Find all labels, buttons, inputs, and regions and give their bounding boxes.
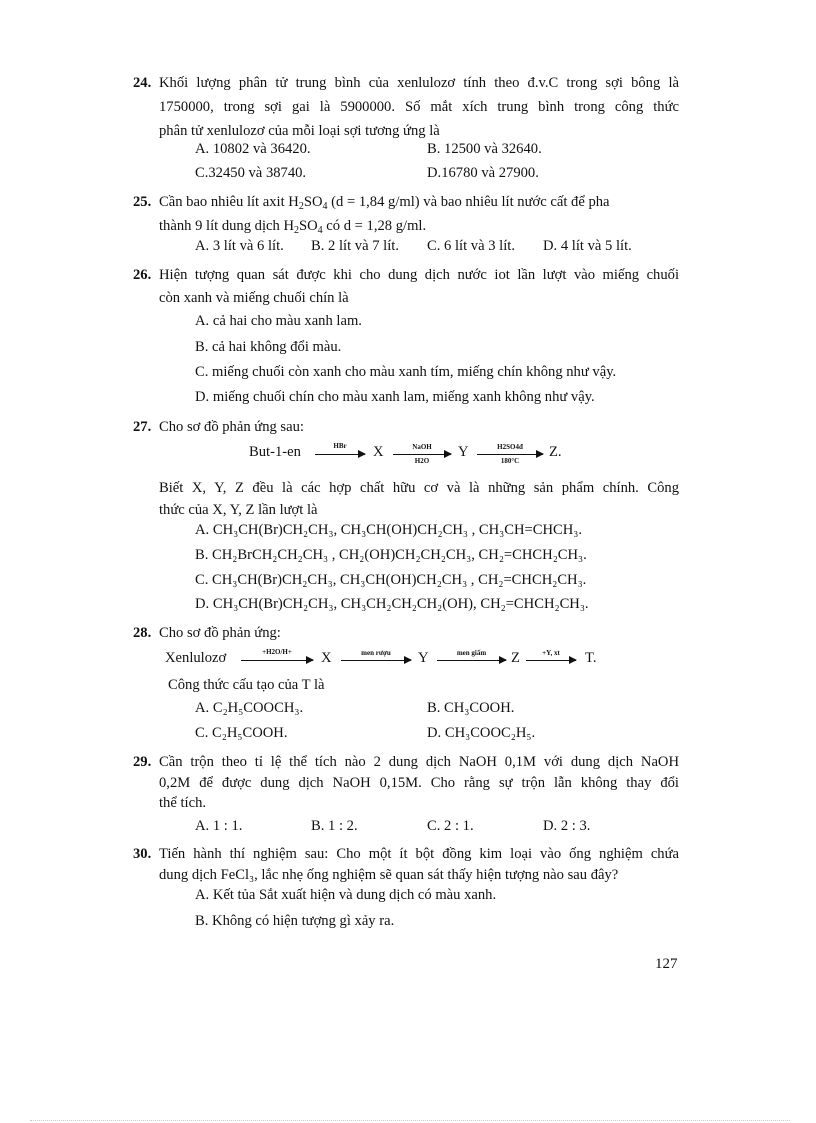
reaction-arrow [315,454,365,455]
product-y-label: Y [418,650,429,666]
option-c: C. miếng chuối còn xanh cho màu xanh tím, miếng chín không như vậy. [195,364,617,380]
option-d: D. CH₃CH(Br)CH₂CH₃, CH₃CH₂CH₂CH₂(OH), CH₂=CHCH₂CH₃. [195,596,589,612]
question-text-line: dung dịch FeCl₃, lắc nhẹ ống nghiệm sẽ quan sát thấy hiện tượng nào sau đây? [159,867,619,883]
reactant-label: Xenlulozơ [165,650,227,666]
question-text-line: thành 9 lít dung dịch $H_2SO_4$ có d = 1,28 g/ml. [159,218,427,236]
reaction-arrow [437,660,506,661]
condition-label: H2O [414,457,430,465]
reaction-arrow [393,454,451,455]
option-b: B. cả hai không đổi màu. [195,339,342,355]
question-number: 25. [133,194,152,210]
reaction-arrow [477,454,543,455]
question-text-line: Khối lượng phân tử trung bình của xenlulozơ tính theo đ.v.C trong sợi bông là [159,75,679,91]
reagent-label: HBr [333,442,347,450]
question-text-line: còn xanh và miếng chuối chín là [159,290,349,306]
question-text-line: Biết X, Y, Z đều là các hợp chất hữu cơ và là những sản phẩm chính. Công [159,480,679,496]
reagent-label: +Y, xt [542,649,560,657]
option-b: B. 12500 và 32640. [427,141,542,157]
product-t-label: T. [585,650,597,666]
option-d: D. CH₃COOC₂H₅. [427,725,536,741]
reagent-label: men giấm [456,649,487,657]
reaction-arrow [241,660,313,661]
reagent-label: NaOH [412,443,432,451]
option-d: D. 4 lít và 5 lít. [543,238,632,254]
page-number: 127 [655,956,678,972]
option-c: C. 6 lít và 3 lít. [427,238,515,254]
option-a: A. C₂H₅COOCH₃. [195,700,304,716]
option-d: D. 2 : 3. [543,818,591,834]
option-c: C. C₂H₅COOH. [195,725,288,741]
reagent-label: +H2O/H+ [262,648,292,656]
option-b: B. Không có hiện tượng gì xảy ra. [195,913,395,929]
question-text-line: Công thức cấu tạo của T là [168,677,325,693]
question-text-line: Cho sơ đồ phản ứng: [159,625,281,641]
question-text-line: Hiện tượng quan sát được khi cho dung dịch nước iot lần lượt vào miếng chuối [159,267,679,283]
option-c: C. CH₃CH(Br)CH₂CH₃, CH₃CH(OH)CH₂CH₃ , CH₂=CHCH₂CH₃. [195,572,587,588]
product-x-label: X [373,444,384,460]
product-x-label: X [321,650,332,666]
question-text-line: Cho sơ đồ phản ứng sau: [159,419,304,435]
option-d: D.16780 và 27900. [427,165,539,181]
reaction-arrow [341,660,411,661]
reagent-label: H2SO4đ [497,443,523,451]
option-b: B. 1 : 2. [311,818,358,834]
reaction-arrow [526,660,576,661]
option-d: D. miếng chuối chín cho màu xanh lam, miếng xanh không như vậy. [195,389,595,405]
option-a: A. CH₃CH(Br)CH₂CH₃, CH₃CH(OH)CH₂CH₃ , CH₃CH=CHCH₃. [195,522,583,538]
product-z-label: Z [511,650,520,666]
option-b: B. CH₃COOH. [427,700,515,716]
option-a: A. Kết tủa Sắt xuất hiện và dung dịch có màu xanh. [195,887,497,903]
question-number: 27. [133,419,152,435]
option-c: C. 2 : 1. [427,818,474,834]
question-text-line: 0,2M để được dung dịch NaOH 0,15M. Cho rằng sự trộn lẫn không thay đổi [159,775,679,791]
option-b: B. 2 lít và 7 lít. [311,238,399,254]
option-a: A. 1 : 1. [195,818,243,834]
question-number: 24. [133,75,152,91]
option-b: B. CH₂BrCH₂CH₂CH₃ , CH₂(OH)CH₂CH₂CH₃, CH₂=CHCH₂CH₃. [195,547,587,563]
question-text-line: Cần bao nhiêu lít axit $H_2SO_4$ (d = 1,84 g/ml) và bao nhiêu lít nước cất để pha [159,194,610,212]
question-number: 28. [133,625,152,641]
product-y-label: Y [458,444,469,460]
question-number: 26. [133,267,152,283]
option-c: C.32450 và 38740. [195,165,307,181]
page-bottom-divider [30,1120,790,1121]
question-text-line: thể tích. [159,795,207,811]
condition-label: 180°C [500,457,520,465]
question-text-line: phân tử xenlulozơ của mỗi loại sợi tương ứng là [159,123,440,139]
reagent-label: men rượu [361,649,391,657]
question-text-line: Cần trộn theo tỉ lệ thể tích nào 2 dung dịch NaOH 0,1M với dung dịch NaOH [159,754,679,770]
question-text-line: 1750000, trong sợi gai là 5900000. Số mắt xích trung bình trong công thức [159,99,679,115]
question-number: 29. [133,754,152,770]
option-a: A. 10802 và 36420. [195,141,311,157]
question-number: 30. [133,846,152,862]
question-text-line: thức của X, Y, Z lần lượt là [159,502,318,518]
option-a: A. 3 lít và 6 lít. [195,238,284,254]
question-text-line: Tiến hành thí nghiệm sau: Cho một ít bột đồng kim loại vào ống nghiệm chứa [159,846,679,862]
option-a: A. cả hai cho màu xanh lam. [195,313,362,329]
product-z-label: Z. [549,444,562,460]
reactant-label: But-1-en [249,444,301,460]
